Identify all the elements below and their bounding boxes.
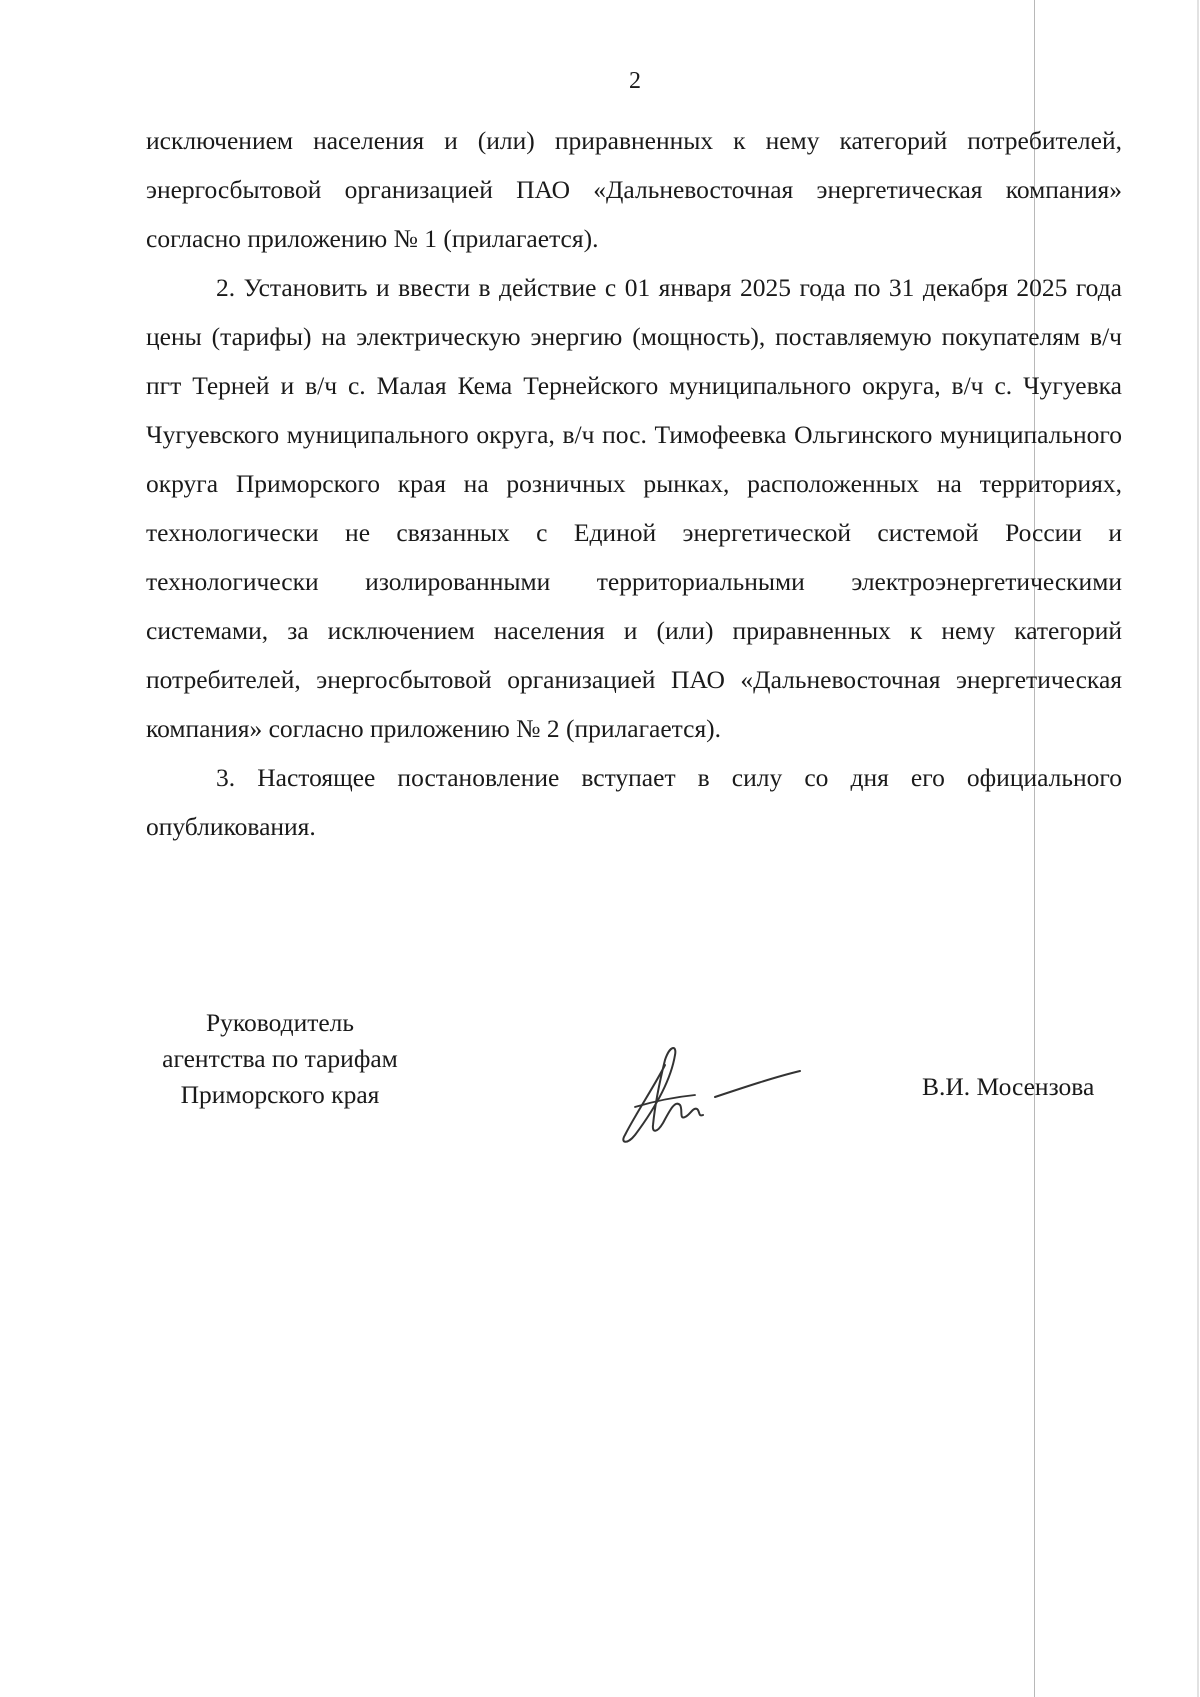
page-number: 2	[629, 68, 641, 94]
signature-stroke-tail	[715, 1071, 800, 1097]
scan-edge-line	[1197, 0, 1199, 1697]
handwritten-signature	[615, 1035, 815, 1155]
document-body	[146, 116, 1122, 851]
signatory-title-line-2: агентства по тарифам	[162, 1044, 398, 1073]
signatory-title-line-1: Руководитель	[205, 1008, 355, 1037]
paragraph-3: 3. Настоящее постановление вступает в силу со дня его официального опубликования.	[146, 763, 1122, 841]
signatory-title	[140, 1005, 420, 1113]
signatory-title-line-3: Приморского края	[180, 1080, 380, 1109]
paragraph-2: 2. Установить и ввести в действие с 01 января 2025 года по 31 декабря 2025 года цены (тарифы) на электрическую энергию (мощность), поставляемую покупателям в/ч пгт Терней и в/ч с. Малая Кема Тернейского муниципального округа, в/ч с. Чугуевка Чугуевского муниципального округа, в/ч пос. Тимофеевка Ольгинского муниципального округа Приморского края на розничных рынках, расположенных на территориях, технологически не связанных с Единой энергетической системой России и технологически изолированными территориальными электроэнергетическими системами, за исключением населения и (или) приравненных к нему категорий потребителей, энергосбытовой организацией ПАО «Дальневосточная энергетическая компания» согласно приложению № 2 (прилагается).	[146, 273, 1122, 743]
signer-name: В.И. Мосензова	[922, 1072, 1095, 1101]
paragraph-1-continuation: исключением населения и (или) приравненных к нему категорий потребителей, энергосбытовой организацией ПАО «Дальневосточная энергетическая компания» согласно приложению № 1 (прилагается).	[146, 126, 1122, 253]
